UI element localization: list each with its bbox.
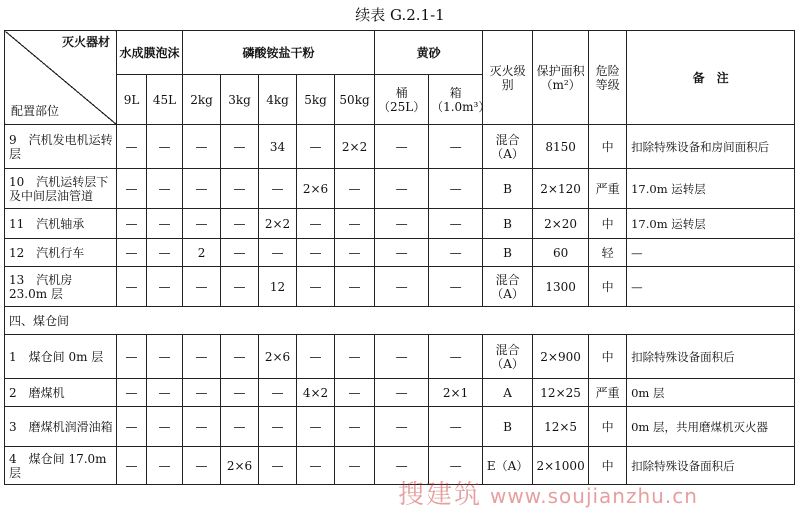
quantity-cell: — — [297, 267, 335, 307]
corner-bottom-label: 配置部位 — [11, 104, 60, 118]
quantity-cell: — — [335, 239, 375, 267]
area-cell: 2×900 — [533, 335, 589, 379]
quantity-cell: — — [117, 209, 147, 239]
quantity-cell: 2×2 — [335, 125, 375, 169]
remarks-header: 备 注 — [627, 31, 795, 125]
quantity-cell: — — [183, 209, 221, 239]
remarks-cell: 0m 层，共用磨煤机灭火器 — [627, 407, 795, 447]
place-cell: 4 煤仓间 17.0m 层 — [5, 447, 117, 485]
quantity-cell: — — [147, 125, 183, 169]
quantity-cell: — — [429, 447, 483, 485]
fire-class-cell: 混合（A） — [483, 125, 533, 169]
quantity-cell: — — [117, 447, 147, 485]
quantity-cell: — — [375, 209, 429, 239]
danger-cell: 中 — [589, 125, 627, 169]
table-row — [5, 169, 795, 209]
quantity-cell: — — [147, 239, 183, 267]
quantity-cell: — — [221, 239, 259, 267]
quantity-cell: 12 — [259, 267, 297, 307]
quantity-cell: — — [429, 267, 483, 307]
fire-class-cell: 混合（A） — [483, 267, 533, 307]
quantity-cell: — — [183, 379, 221, 407]
corner-header-cell — [5, 31, 117, 125]
col-header: 4kg — [259, 75, 297, 125]
quantity-cell: — — [259, 169, 297, 209]
quantity-cell: — — [117, 267, 147, 307]
fire-class-cell: B — [483, 209, 533, 239]
area-cell: 8150 — [533, 125, 589, 169]
quantity-cell: — — [117, 169, 147, 209]
quantity-cell: 2×6 — [297, 169, 335, 209]
quantity-cell: — — [259, 447, 297, 485]
danger-header: 危险等级 — [589, 31, 627, 125]
quantity-cell: — — [259, 379, 297, 407]
place-cell: 10 汽机运转层下及中间层油管道 — [5, 169, 117, 209]
col-header: 50kg — [335, 75, 375, 125]
area-cell: 12×5 — [533, 407, 589, 447]
quantity-cell: — — [117, 125, 147, 169]
quantity-cell: — — [375, 125, 429, 169]
quantity-cell: — — [221, 125, 259, 169]
table-body — [5, 125, 795, 485]
quantity-cell: — — [429, 407, 483, 447]
quantity-cell: — — [221, 267, 259, 307]
quantity-cell: 2 — [183, 239, 221, 267]
place-cell: 1 煤仓间 0m 层 — [5, 335, 117, 379]
place-cell: 3 磨煤机润滑油箱 — [5, 407, 117, 447]
quantity-cell: 4×2 — [297, 379, 335, 407]
col-header: 箱（1.0m³） — [429, 75, 483, 125]
col-header: 5kg — [297, 75, 335, 125]
quantity-cell: — — [183, 335, 221, 379]
danger-cell: 中 — [589, 447, 627, 485]
area-cell: 2×1000 — [533, 447, 589, 485]
danger-cell: 轻 — [589, 239, 627, 267]
area-cell: 2×20 — [533, 209, 589, 239]
danger-cell: 中 — [589, 335, 627, 379]
quantity-cell: — — [375, 239, 429, 267]
quantity-cell: — — [429, 239, 483, 267]
fire-class-cell: B — [483, 407, 533, 447]
quantity-cell: — — [375, 407, 429, 447]
quantity-cell: — — [147, 379, 183, 407]
corner-top-label: 灭火器材 — [61, 35, 110, 49]
place-cell: 11 汽机轴承 — [5, 209, 117, 239]
quantity-cell: — — [183, 125, 221, 169]
quantity-cell: — — [147, 335, 183, 379]
powder-group-header: 磷酸铵盐干粉 — [183, 31, 375, 75]
quantity-cell: — — [375, 379, 429, 407]
place-cell: 12 汽机行车 — [5, 239, 117, 267]
quantity-cell: — — [335, 335, 375, 379]
place-cell: 2 磨煤机 — [5, 379, 117, 407]
quantity-cell: — — [221, 407, 259, 447]
area-cell: 60 — [533, 239, 589, 267]
quantity-cell: — — [429, 169, 483, 209]
quantity-cell: — — [221, 169, 259, 209]
remarks-cell: — — [627, 239, 795, 267]
watermark-cn: 搜建筑 — [398, 480, 483, 510]
fire-class-cell: E（A） — [483, 447, 533, 485]
quantity-cell: 2×1 — [429, 379, 483, 407]
table-row — [5, 379, 795, 407]
quantity-cell: — — [147, 407, 183, 447]
table-row — [5, 209, 795, 239]
fire-class-cell: 混合（A） — [483, 335, 533, 379]
area-cell: 12×25 — [533, 379, 589, 407]
fire-class-cell: B — [483, 239, 533, 267]
quantity-cell: — — [221, 335, 259, 379]
quantity-cell: 2×2 — [259, 209, 297, 239]
col-header: 9L — [117, 75, 147, 125]
col-header: 2kg — [183, 75, 221, 125]
table-title: 续表 G.2.1-1 — [355, 6, 445, 24]
quantity-cell: — — [297, 125, 335, 169]
quantity-cell: — — [375, 447, 429, 485]
quantity-cell: — — [259, 407, 297, 447]
section-row — [5, 307, 795, 335]
quantity-cell: — — [147, 447, 183, 485]
quantity-cell: — — [335, 209, 375, 239]
quantity-cell: — — [429, 125, 483, 169]
remarks-cell: — — [627, 267, 795, 307]
quantity-cell: — — [375, 335, 429, 379]
fire-class-cell: B — [483, 169, 533, 209]
quantity-cell: — — [375, 267, 429, 307]
remarks-cell: 扣除特殊设备面积后 — [627, 447, 795, 485]
place-cell: 9 汽机发电机运转层 — [5, 125, 117, 169]
danger-cell: 严重 — [589, 169, 627, 209]
quantity-cell: — — [147, 267, 183, 307]
remarks-cell: 17.0m 运转层 — [627, 169, 795, 209]
quantity-cell: — — [147, 169, 183, 209]
quantity-cell: — — [183, 447, 221, 485]
remarks-cell: 扣除特殊设备面积后 — [627, 335, 795, 379]
place-cell: 13 汽机房 23.0m 层 — [5, 267, 117, 307]
quantity-cell: 34 — [259, 125, 297, 169]
quantity-cell: — — [183, 267, 221, 307]
quantity-cell: — — [147, 209, 183, 239]
fire-class-cell: A — [483, 379, 533, 407]
quantity-cell: — — [335, 169, 375, 209]
table-row — [5, 407, 795, 447]
danger-cell: 中 — [589, 407, 627, 447]
quantity-cell: — — [335, 267, 375, 307]
area-cell: 1300 — [533, 267, 589, 307]
quantity-cell: — — [297, 239, 335, 267]
fire-extinguisher-table — [4, 30, 795, 485]
quantity-cell: — — [183, 169, 221, 209]
quantity-cell: 2×6 — [259, 335, 297, 379]
danger-cell: 严重 — [589, 379, 627, 407]
remarks-cell: 0m 层 — [627, 379, 795, 407]
quantity-cell: — — [297, 335, 335, 379]
remarks-cell: 扣除特殊设备和房间面积后 — [627, 125, 795, 169]
sand-group-header: 黄砂 — [375, 31, 483, 75]
quantity-cell: — — [117, 379, 147, 407]
area-header: 保护面积（m²） — [533, 31, 589, 125]
quantity-cell: — — [221, 379, 259, 407]
quantity-cell: — — [429, 335, 483, 379]
watermark-url: www.soujianzhu.cn — [490, 484, 698, 508]
quantity-cell: — — [183, 407, 221, 447]
table-row — [5, 125, 795, 169]
quantity-cell: — — [429, 209, 483, 239]
quantity-cell: — — [117, 239, 147, 267]
quantity-cell: — — [335, 379, 375, 407]
danger-cell: 中 — [589, 267, 627, 307]
table-row — [5, 447, 795, 485]
col-header: 桶（25L） — [375, 75, 429, 125]
foam-group-header: 水成膜泡沫 — [117, 31, 183, 75]
quantity-cell: — — [221, 209, 259, 239]
quantity-cell: 2×6 — [221, 447, 259, 485]
quantity-cell: — — [375, 169, 429, 209]
fire-class-header: 灭火级别 — [483, 31, 533, 125]
quantity-cell: — — [259, 239, 297, 267]
quantity-cell: — — [117, 407, 147, 447]
quantity-cell: — — [297, 209, 335, 239]
quantity-cell: — — [297, 447, 335, 485]
table-row — [5, 239, 795, 267]
quantity-cell: — — [117, 335, 147, 379]
table-row — [5, 335, 795, 379]
remarks-cell: 17.0m 运转层 — [627, 209, 795, 239]
section-label: 四、煤仓间 — [5, 307, 795, 335]
quantity-cell: — — [335, 407, 375, 447]
area-cell: 2×120 — [533, 169, 589, 209]
quantity-cell: — — [297, 407, 335, 447]
col-header: 45L — [147, 75, 183, 125]
quantity-cell: — — [335, 447, 375, 485]
table-row — [5, 267, 795, 307]
col-header: 3kg — [221, 75, 259, 125]
danger-cell: 中 — [589, 209, 627, 239]
